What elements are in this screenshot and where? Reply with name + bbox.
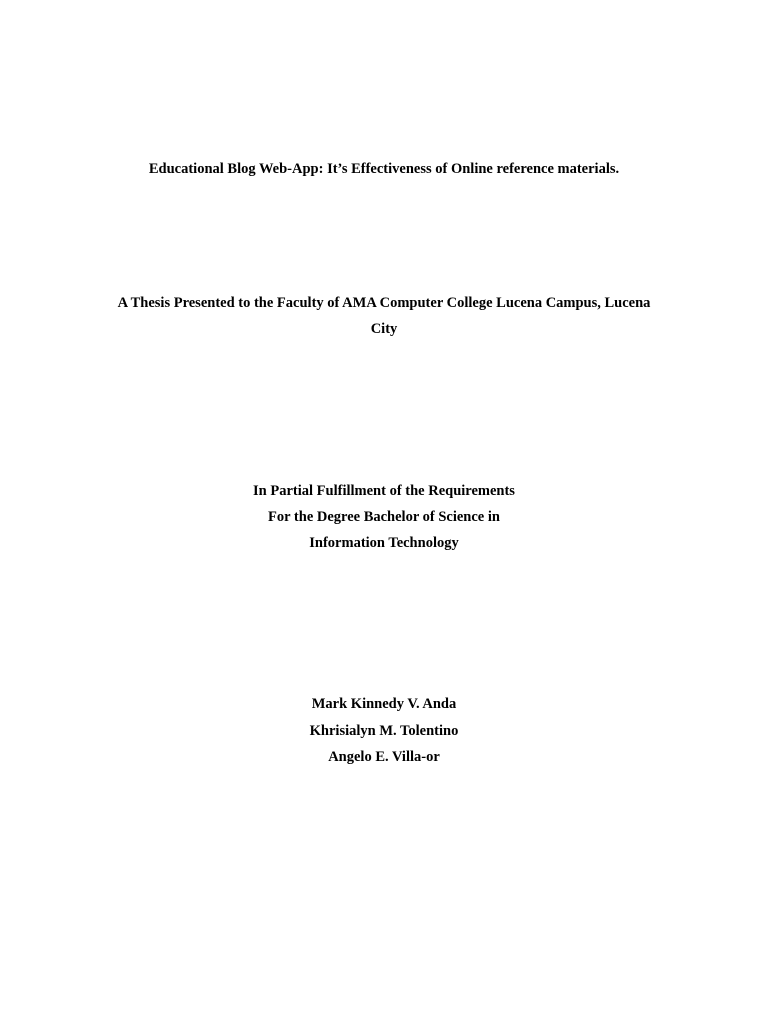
requirements-line-3: Information Technology	[309, 535, 459, 551]
author-name: Mark Kinnedy V. Anda	[311, 696, 457, 712]
document-title: Educational Blog Web-App: It’s Effectiveness of Online reference materials.	[148, 161, 620, 177]
thesis-statement-line-1: A Thesis Presented to the Faculty of AMA Computer College Lucena Campus, Lucena	[117, 295, 651, 311]
thesis-statement-line-2: City	[370, 321, 398, 337]
requirements-line-1: In Partial Fulfillment of the Requirements	[253, 483, 515, 499]
author-name: Angelo E. Villa-or	[328, 749, 440, 765]
requirements-line-2: For the Degree Bachelor of Science in	[268, 509, 500, 525]
author-name: Khrisialyn M. Tolentino	[309, 723, 459, 739]
